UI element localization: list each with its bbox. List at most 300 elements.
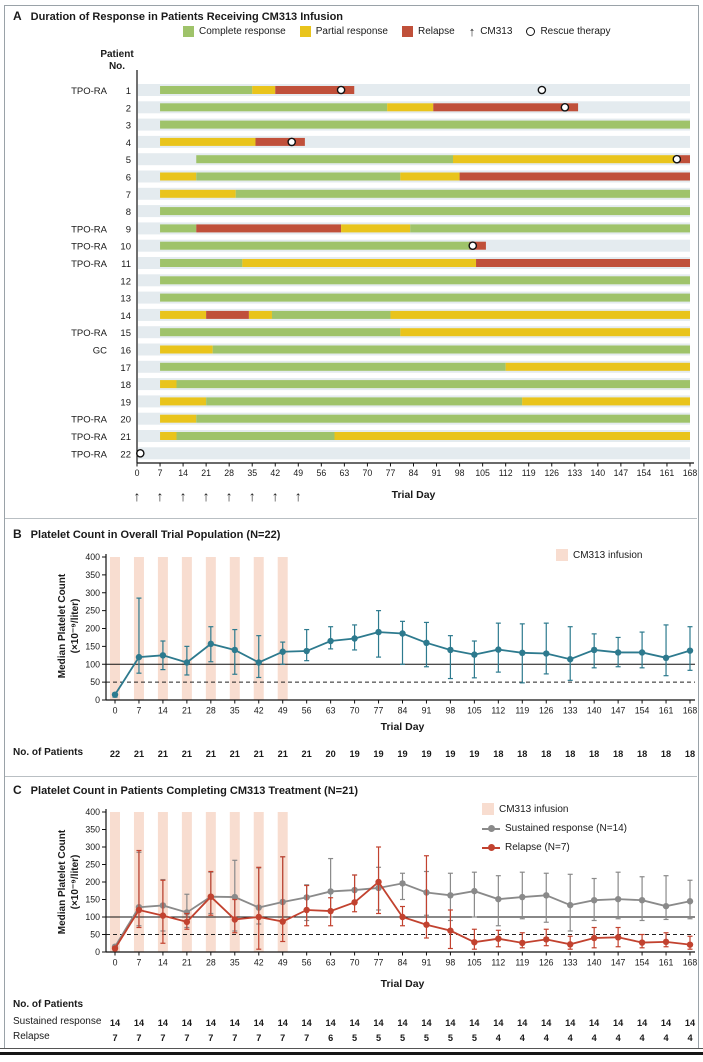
patient-count: 18: [660, 749, 672, 759]
patient-count: 7: [208, 1033, 214, 1043]
x-tick-label: 63: [325, 705, 336, 716]
legend-item-cm313: ↑ CM313: [468, 23, 513, 39]
x-tick-label: 112: [498, 468, 513, 478]
response-segment-partial: [160, 311, 206, 319]
cm313-infusion-band: [158, 557, 168, 700]
panel-c-counts-label: No. of Patients: [13, 999, 84, 1010]
patient-number: 7: [125, 189, 131, 201]
x-tick-label: 126: [538, 957, 554, 968]
response-segment-complete: [160, 259, 242, 267]
patient-count: 4: [495, 1033, 501, 1043]
patient-count: 14: [421, 1018, 432, 1028]
x-tick-label: 133: [562, 957, 578, 968]
response-segment-complete: [160, 121, 690, 129]
data-point: [136, 654, 142, 660]
patient-count: 14: [636, 1018, 648, 1028]
therapy-label: TPO-RA: [71, 259, 107, 270]
data-point: [208, 894, 214, 900]
x-tick-label: 28: [205, 957, 216, 968]
cm313-infusion-band: [254, 557, 264, 700]
response-segment-complete: [236, 190, 690, 198]
x-tick-label: 77: [373, 957, 384, 968]
x-tick-label: 154: [636, 468, 652, 478]
patient-count: 20: [325, 749, 336, 759]
legend-item-complete-response: Complete response: [183, 26, 286, 37]
response-segment-partial: [335, 432, 691, 440]
data-point: [375, 629, 381, 635]
data-point: [208, 641, 214, 647]
x-tick-label: 0: [112, 957, 118, 968]
data-point: [303, 648, 309, 654]
response-segment-partial: [390, 311, 690, 319]
response-segment-partial: [160, 190, 236, 198]
x-tick-label: 119: [515, 957, 530, 968]
rescue-therapy-marker: [137, 450, 144, 457]
patient-count: 21: [181, 749, 192, 759]
x-tick-label: 77: [373, 705, 384, 716]
patient-number: 16: [120, 345, 131, 357]
response-segment-partial: [160, 432, 176, 440]
patient-count: 21: [205, 749, 216, 759]
data-point: [615, 649, 621, 655]
patient-count: 19: [421, 749, 432, 759]
rescue-therapy-marker: [337, 86, 344, 93]
patient-count: 14: [493, 1018, 504, 1028]
patient-count: 4: [687, 1033, 693, 1043]
patient-count: 18: [684, 749, 696, 759]
cm313-infusion-band: [110, 812, 120, 952]
therapy-label: TPO-RA: [71, 224, 107, 236]
data-point: [280, 918, 286, 924]
patient-count: 7: [160, 1033, 166, 1043]
panel-c-label: C: [13, 783, 22, 797]
patient-count: 5: [471, 1033, 477, 1043]
patient-number: 19: [120, 397, 131, 409]
patient-count: 19: [397, 749, 408, 759]
data-point: [687, 898, 693, 904]
data-point: [447, 927, 453, 933]
data-point: [327, 888, 333, 894]
legend-item-partial-response: Partial response: [300, 26, 388, 37]
x-tick-label: 7: [157, 468, 163, 478]
y-tick-label: 50: [90, 677, 100, 688]
panel-b-title: B Platelet Count in Overall Trial Population (N=22): [13, 527, 281, 541]
x-tick-label: 7: [136, 957, 142, 968]
y-tick-label: 150: [85, 641, 100, 652]
therapy-label: TPO-RA: [71, 414, 107, 426]
y-tick-label: 400: [85, 807, 100, 817]
x-tick-label: 35: [229, 705, 240, 716]
response-segment-partial: [160, 415, 196, 423]
patient-count: 14: [397, 1018, 408, 1028]
data-point: [351, 635, 357, 641]
response-segment-partial: [387, 103, 433, 111]
patient-count: 14: [109, 1018, 121, 1028]
x-tick-label: 0: [134, 468, 140, 478]
y-tick-label: 250: [85, 859, 100, 870]
patient-count: 4: [639, 1033, 645, 1043]
x-tick-label: 84: [397, 957, 408, 968]
response-segment-partial: [506, 363, 690, 371]
patient-no-header: Patient No.: [100, 49, 134, 72]
response-segment-partial: [242, 259, 476, 267]
response-segment-partial: [522, 397, 690, 405]
panel-b-label: B: [13, 527, 22, 541]
response-segment-relapse: [206, 311, 249, 319]
response-segment-complete: [177, 432, 335, 440]
patient-count: 14: [517, 1018, 528, 1028]
patient-count: 14: [541, 1018, 552, 1028]
x-tick-label: 21: [201, 468, 211, 478]
patient-number: 15: [120, 328, 131, 340]
patient-count: 14: [301, 1018, 312, 1028]
x-tick-label: 70: [349, 705, 360, 716]
legend-item-cm313-infusion: CM313 infusion: [556, 549, 642, 561]
x-tick-label: 98: [454, 468, 465, 478]
bottom-rule-thick: [0, 1052, 703, 1055]
x-tick-label: 49: [277, 705, 288, 716]
data-point: [519, 940, 525, 946]
x-tick-label: 14: [158, 705, 168, 716]
x-tick-label: 133: [567, 468, 583, 478]
response-segment-complete: [196, 415, 690, 423]
patient-count: 21: [277, 749, 288, 759]
x-tick-label: 98: [445, 957, 456, 968]
data-point: [495, 646, 501, 652]
rescue-therapy-marker: [561, 104, 568, 111]
data-point: [232, 647, 238, 653]
data-point: [615, 934, 621, 940]
response-segment-complete: [160, 328, 400, 336]
patient-count: 6: [328, 1033, 334, 1043]
rescue-therapy-marker: [469, 242, 476, 249]
cm313-infusion-band: [182, 812, 192, 952]
y-tick-label: 0: [95, 695, 100, 705]
data-point: [112, 945, 118, 951]
data-point: [136, 907, 142, 913]
cm313-infusion-arrow: ↑: [248, 488, 256, 504]
therapy-label: TPO-RA: [71, 449, 107, 461]
patient-count: 7: [304, 1033, 310, 1043]
response-segment-complete: [410, 224, 690, 232]
data-point: [327, 638, 333, 644]
patient-count: 14: [229, 1018, 240, 1028]
data-point: [567, 941, 573, 947]
x-tick-label: 168: [682, 705, 698, 716]
x-tick-label: 119: [521, 468, 536, 478]
patient-count: 18: [565, 749, 576, 759]
y-tick-label: 350: [85, 569, 100, 580]
data-point: [184, 659, 190, 665]
data-point: [543, 650, 549, 656]
patient-count: 18: [589, 749, 600, 759]
patient-number: 18: [120, 380, 131, 392]
patient-count: 4: [567, 1033, 573, 1043]
patient-count: 14: [445, 1018, 456, 1028]
response-segment-partial: [160, 397, 206, 405]
patient-count: 7: [232, 1033, 238, 1043]
x-tick-label: 154: [634, 957, 650, 968]
patient-number: 11: [121, 259, 131, 270]
y-tick-label: 150: [85, 894, 100, 905]
data-point: [256, 914, 262, 920]
y-tick-label: 200: [85, 623, 100, 634]
response-segment-partial: [252, 86, 275, 94]
data-point: [423, 922, 429, 928]
response-segment-complete: [160, 207, 690, 215]
x-tick-label: 56: [301, 705, 312, 716]
response-segment-complete: [177, 380, 691, 388]
data-point: [375, 879, 381, 885]
legend-item-cm313-infusion-c: CM313 infusion: [482, 803, 568, 815]
panel-a-label: A: [13, 9, 22, 23]
x-tick-label: 147: [610, 705, 626, 716]
x-tick-label: 91: [421, 957, 432, 968]
y-tick-label: 100: [85, 659, 100, 670]
patient-count: 21: [133, 749, 145, 759]
x-tick-label: 0: [112, 705, 118, 716]
patient-number: 17: [120, 362, 131, 374]
data-point: [399, 880, 405, 886]
x-tick-label: 49: [277, 957, 288, 968]
x-tick-label: 77: [385, 468, 396, 478]
y-tick-label: 100: [85, 912, 100, 922]
patient-count: 14: [660, 1018, 672, 1028]
x-tick-label: 56: [316, 468, 327, 478]
x-tick-label: 147: [613, 468, 629, 478]
data-point: [687, 647, 693, 653]
data-point: [112, 691, 118, 697]
legend-item-sustained-response: Sustained response (N=14): [482, 823, 627, 834]
x-tick-label: 168: [682, 957, 698, 968]
y-tick-label: 300: [85, 587, 100, 598]
cm313-infusion-arrow: ↑: [133, 488, 141, 504]
x-tick-label: 14: [178, 468, 188, 478]
data-point: [256, 659, 262, 665]
x-tick-label: 112: [491, 957, 506, 968]
patient-count: 5: [352, 1033, 358, 1043]
patient-count: 14: [325, 1018, 336, 1028]
response-segment-partial: [341, 224, 410, 232]
y-tick-label: 400: [85, 552, 100, 562]
x-tick-label: 112: [491, 705, 506, 716]
patient-number: 9: [125, 224, 131, 236]
y-tick-label: 250: [85, 605, 100, 616]
data-point: [543, 892, 549, 898]
patient-number: 20: [120, 414, 131, 426]
cm313-arrow-icon: ↑: [468, 23, 476, 39]
response-segment-complete: [160, 224, 196, 232]
x-tick-label: 56: [301, 957, 312, 968]
x-tick-label: 140: [586, 957, 602, 968]
cm313-infusion-band: [230, 557, 240, 700]
response-segment-partial: [160, 380, 176, 388]
patient-number: 1: [125, 86, 131, 97]
patient-count: 18: [541, 749, 552, 759]
patient-count: 7: [184, 1033, 190, 1043]
panel-b-xaxis-title: Trial Day: [380, 721, 425, 733]
response-segment-complete: [160, 294, 690, 302]
therapy-label: TPO-RA: [71, 328, 107, 340]
response-segment-relapse: [256, 138, 305, 146]
x-tick-label: 126: [544, 468, 560, 478]
x-tick-label: 147: [610, 957, 626, 968]
data-point: [591, 897, 597, 903]
patient-number: 10: [120, 241, 131, 253]
data-point: [663, 655, 669, 661]
y-tick-label: 0: [95, 947, 100, 957]
patient-count: 14: [157, 1018, 169, 1028]
response-segment-partial: [400, 173, 459, 181]
x-tick-label: 28: [205, 705, 216, 716]
data-point: [160, 912, 166, 918]
patient-count: 22: [109, 749, 121, 759]
patient-count: 19: [469, 749, 480, 759]
patient-count: 4: [543, 1033, 549, 1043]
legend-item-rescue-therapy: Rescue therapy: [526, 26, 610, 37]
patient-count: 18: [636, 749, 648, 759]
data-point: [495, 936, 501, 942]
data-point: [543, 936, 549, 942]
patient-row-band: [138, 447, 690, 459]
x-tick-label: 42: [253, 957, 264, 968]
data-point: [639, 897, 645, 903]
data-point: [280, 649, 286, 655]
cm313-infusion-arrow: ↑: [179, 488, 187, 504]
x-tick-label: 119: [515, 705, 530, 716]
bottom-rule-thin: [0, 1048, 703, 1049]
patient-count: 14: [613, 1018, 624, 1028]
x-tick-label: 154: [634, 705, 650, 716]
cm313-infusion-arrow: ↑: [156, 488, 164, 504]
data-point: [663, 939, 669, 945]
panel-b-yaxis-title: Median Platelet Count (×10⁻⁹/liter): [57, 573, 81, 679]
cm313-infusion-arrow: ↑: [294, 488, 302, 504]
x-tick-label: 161: [658, 957, 674, 968]
panel-a-xaxis-title: Trial Day: [391, 489, 436, 501]
data-point: [160, 652, 166, 658]
response-segment-partial: [160, 138, 255, 146]
patient-count: 7: [136, 1033, 142, 1043]
data-point: [639, 649, 645, 655]
patient-number: 8: [125, 207, 131, 219]
x-tick-label: 14: [158, 957, 168, 968]
response-segment-complete: [206, 397, 522, 405]
therapy-label: GC: [92, 345, 107, 357]
patient-count: 14: [589, 1018, 600, 1028]
patient-count: 18: [493, 749, 504, 759]
data-point: [423, 640, 429, 646]
x-tick-label: 105: [467, 957, 482, 968]
rescue-therapy-marker: [538, 86, 545, 93]
cm313-infusion-arrow: ↑: [202, 488, 210, 504]
patient-count: 4: [591, 1033, 597, 1043]
data-point: [399, 630, 405, 636]
response-segment-complete: [160, 103, 387, 111]
data-point: [447, 647, 453, 653]
legend-item-relapse: Relapse: [402, 26, 455, 37]
cm313-infusion-band: [110, 557, 120, 700]
therapy-label: TPO-RA: [71, 432, 107, 443]
data-point: [519, 650, 525, 656]
patient-count: 19: [445, 749, 456, 759]
patient-count: 14: [253, 1018, 264, 1028]
patient-count: 5: [447, 1033, 453, 1043]
response-segment-relapse: [433, 103, 578, 111]
x-tick-label: 126: [538, 705, 554, 716]
patient-count: 14: [205, 1018, 216, 1028]
patient-count: 18: [613, 749, 624, 759]
y-tick-label: 50: [90, 929, 100, 940]
panel-c-yaxis-title: Median Platelet Count (×10⁻⁹/liter): [57, 829, 81, 935]
x-tick-label: 70: [349, 957, 360, 968]
x-tick-label: 91: [421, 705, 432, 716]
data-point: [687, 941, 693, 947]
therapy-label: TPO-RA: [71, 241, 107, 253]
response-segment-relapse: [196, 224, 341, 232]
patient-number: 5: [125, 155, 131, 167]
patient-count: 21: [253, 749, 264, 759]
response-segment-partial: [249, 311, 272, 319]
response-segment-complete: [160, 363, 506, 371]
patient-number: 14: [120, 310, 131, 322]
x-tick-label: 42: [253, 705, 264, 716]
patient-count: 14: [349, 1018, 360, 1028]
data-point: [567, 902, 573, 908]
legend-item-relapse-line: Relapse (N=7): [482, 842, 570, 853]
response-segment-complete: [160, 276, 690, 284]
patient-count: 21: [301, 749, 312, 759]
patient-count: 18: [517, 749, 528, 759]
data-point: [327, 908, 333, 914]
panel-c-relapse-row-label: Relapse: [13, 1031, 50, 1042]
data-point: [471, 888, 477, 894]
data-point: [471, 651, 477, 657]
panel-c-sustained-row-label: Sustained response: [13, 1016, 102, 1027]
panel-c-title: C Platelet Count in Patients Completing CM313 Treatment (N=21): [13, 783, 358, 797]
data-point: [232, 916, 238, 922]
patient-count: 4: [519, 1033, 525, 1043]
patient-count: 7: [112, 1033, 118, 1043]
response-segment-partial: [160, 346, 213, 354]
response-segment-complete: [160, 86, 252, 94]
x-tick-label: 63: [339, 468, 350, 478]
rescue-therapy-marker: [288, 138, 295, 145]
patient-count: 5: [423, 1033, 430, 1043]
data-point: [519, 894, 525, 900]
panel-b-counts-label: No. of Patients: [13, 747, 84, 758]
panel-c-xaxis-title: Trial Day: [380, 978, 425, 990]
response-segment-complete: [213, 346, 690, 354]
cm313-infusion-band: [182, 557, 192, 700]
patient-count: 14: [565, 1018, 576, 1028]
patient-count: 14: [181, 1018, 192, 1028]
patient-count: 4: [615, 1033, 621, 1043]
patient-number: 22: [120, 449, 131, 461]
patient-count: 7: [280, 1033, 286, 1043]
x-tick-label: 42: [270, 468, 281, 478]
data-point: [399, 914, 405, 920]
x-tick-label: 84: [408, 468, 419, 478]
data-point: [495, 896, 501, 902]
response-segment-complete: [160, 242, 469, 250]
response-segment-complete: [196, 155, 453, 163]
x-tick-label: 105: [467, 705, 482, 716]
response-segment-partial: [453, 155, 677, 163]
x-tick-label: 21: [182, 705, 192, 716]
x-tick-label: 168: [682, 468, 698, 478]
therapy-label: TPO-RA: [71, 86, 107, 97]
